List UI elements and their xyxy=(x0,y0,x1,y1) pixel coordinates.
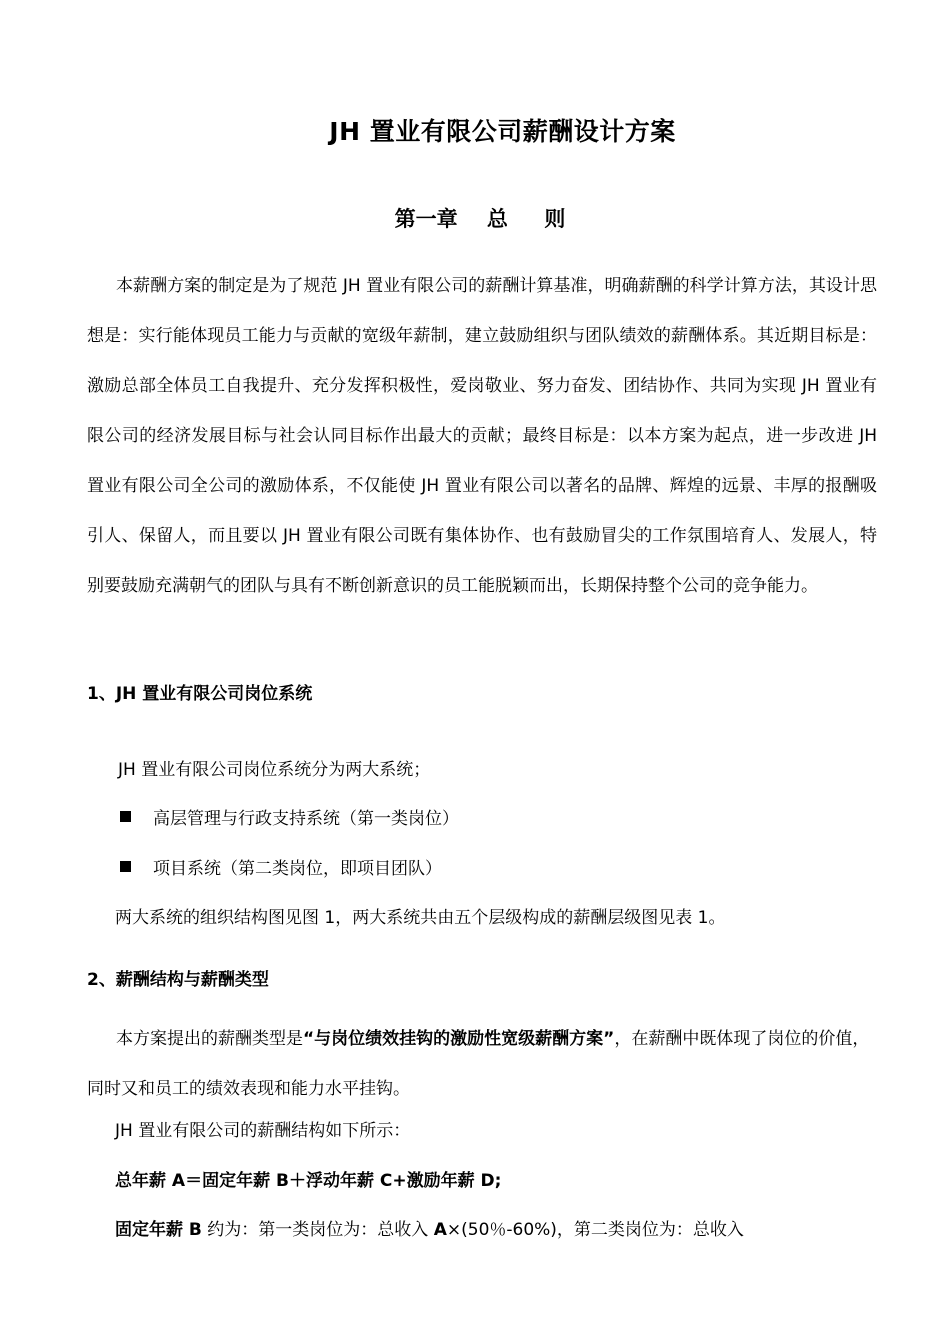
section-heading-salary-structure: 2、薪酬结构与薪酬类型 xyxy=(87,970,269,990)
salary-type-prefix: 本方案提出的薪酬类型是 xyxy=(116,1029,303,1049)
salary-structure-intro: JH 置业有限公司的薪酬结构如下所示： xyxy=(115,1121,411,1141)
fixed-salary-tail: ×(50％-60%)，第二类岗位为：总收入 xyxy=(446,1220,744,1240)
list-item xyxy=(120,854,442,879)
salary-type-name: “与岗位绩效挂钩的激励性宽级薪酬方案” xyxy=(303,1029,615,1049)
position-system-intro: JH 置业有限公司岗位系统分为两大系统； xyxy=(118,760,431,780)
square-bullet-icon xyxy=(120,861,131,872)
list-item-label: 项目系统（第二类岗位，即项目团队） xyxy=(153,859,442,879)
salary-type-suffix: ，在薪酬中既体现了岗位的价值，同时又和员工的绩效表现和能力水平挂钩。 xyxy=(87,1029,870,1099)
fixed-salary-label: 固定年薪 B xyxy=(115,1220,202,1240)
document-title: JH 置业有限公司薪酬设计方案 xyxy=(329,117,676,146)
chapter-title: 第一章 总 则 xyxy=(394,207,566,231)
fixed-salary-text: 约为：第一类岗位为：总收入 xyxy=(201,1220,434,1240)
section-heading-position-system: 1、JH 置业有限公司岗位系统 xyxy=(87,684,313,704)
list-item-label: 高层管理与行政支持系统（第一类岗位） xyxy=(153,809,459,829)
fixed-salary-line xyxy=(115,1215,744,1240)
figure-reference: 两大系统的组织结构图见图 1，两大系统共由五个层级构成的薪酬层级图见表 1。 xyxy=(115,908,726,928)
salary-formula: 总年薪 A＝固定年薪 B＋浮动年薪 C+激励年薪 D; xyxy=(115,1171,502,1191)
intro-paragraph: 本薪酬方案的制定是为了规范 JH 置业有限公司的薪酬计算基准，明确薪酬的科学计算方法，其设计思想是：实行能体现员工能力与贡献的宽级年薪制，建立鼓励组织与团队绩效的薪酬体系。其近期目标是：激励总部全体员工自我提升、充分发挥积极性，爱岗敬业、努力奋发、团结协作、共同为实现 JH 置业有限公司的经济发展目标与社会认同目标作出最大的贡献；最终目标是：以本方案为起点，进一步改进 JH 置业有限公司全公司的激励体系，不仅能使 JH 置业有限公司以著名的品牌、辉煌的远景、丰厚的报酬吸引人、保留人，而且要以 JH 置业有限公司既有集体协作、也有鼓励冒尖的工作氛围培育人、发展人，特别要鼓励充满朝气的团队与具有不断创新意识的员工能脱颖而出，长期保持整个公司的竞争能力。 xyxy=(87,276,877,596)
list-item xyxy=(120,804,459,829)
fixed-salary-a: A xyxy=(433,1220,447,1240)
salary-type-paragraph xyxy=(87,1014,877,1114)
square-bullet-icon xyxy=(120,811,131,822)
